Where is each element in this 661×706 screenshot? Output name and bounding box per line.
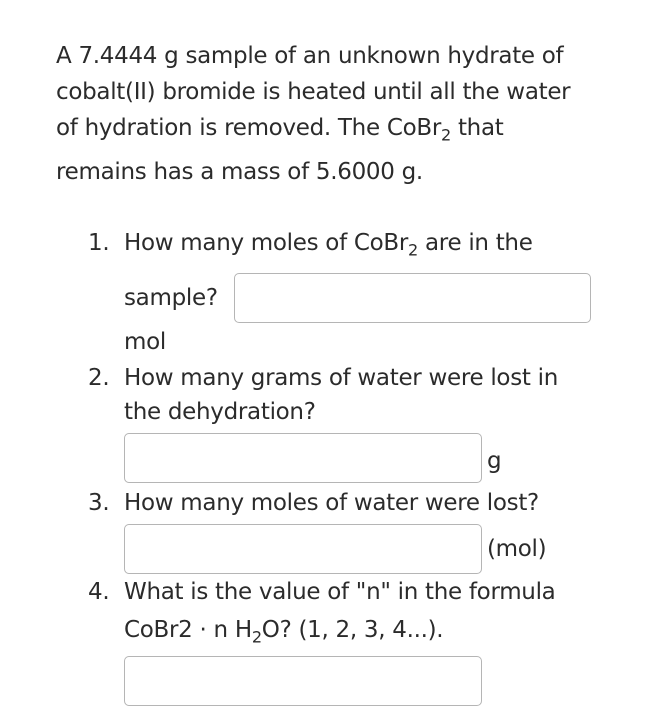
question-4-number: 4.	[88, 579, 110, 605]
question-1-answer-input[interactable]	[234, 273, 591, 323]
problem-line-1: A 7.4444 g sample of an unknown hydrate of	[56, 43, 564, 69]
question-1-number: 1.	[88, 230, 110, 256]
question-4-formula-post: O? (1, 2, 3, 4...).	[261, 617, 444, 643]
question-2-text: How many grams of water were lost in	[124, 365, 558, 391]
question-3-number: 3.	[88, 490, 110, 516]
question-4-formula-pre: CoBr2 · n H	[124, 617, 252, 643]
question-4-formula	[124, 617, 444, 647]
question-2-unit: g	[487, 448, 502, 474]
question-1-text	[124, 230, 533, 260]
question-1-text-line-2: sample?	[124, 285, 218, 311]
question-1-unit: mol	[124, 329, 166, 355]
question-2-answer-input[interactable]	[124, 433, 482, 483]
subscript: 2	[408, 240, 418, 260]
question-2-text-line-2: the dehydration?	[124, 399, 316, 425]
problem-line-3-tail: that	[450, 115, 504, 141]
problem-statement	[56, 38, 646, 190]
problem-line-2: cobalt(II) bromide is heated until all the water	[56, 79, 571, 105]
question-3-text: How many moles of water were lost?	[124, 490, 539, 516]
question-4-text: What is the value of "n" in the formula	[124, 579, 556, 605]
question-3-unit: (mol)	[487, 536, 547, 562]
question-4-answer-input[interactable]	[124, 656, 482, 706]
question-1-text-post: are in the	[418, 230, 533, 256]
subscript: 2	[441, 125, 451, 145]
question-2-number: 2.	[88, 365, 110, 391]
problem-line-3-text: of hydration is removed. The CoBr	[56, 115, 441, 141]
question-1-text-pre: How many moles of CoBr	[124, 230, 409, 256]
problem-line-3	[56, 110, 646, 146]
question-3-answer-input[interactable]	[124, 524, 482, 574]
subscript: 2	[251, 627, 262, 647]
problem-line-4: remains has a mass of 5.6000 g.	[56, 159, 423, 185]
